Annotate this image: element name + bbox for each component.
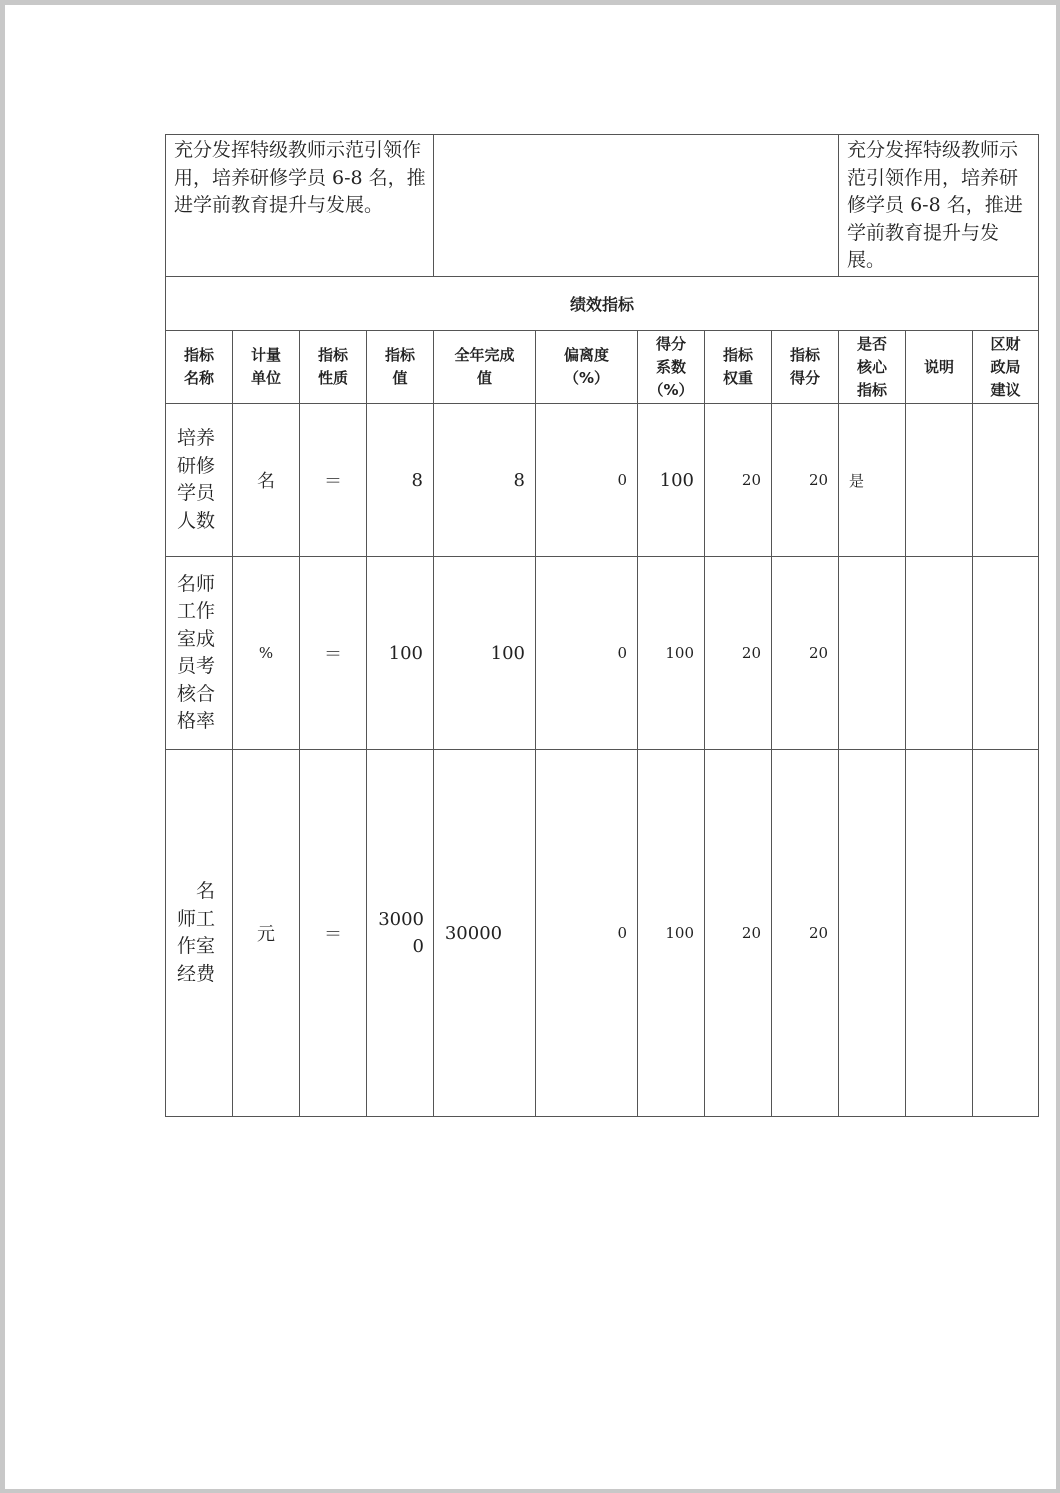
completed-cell: 30000 [434,750,536,1117]
advice-cell [973,557,1039,750]
target-cell: 3000 0 [367,750,434,1117]
goal-right-cell: 充分发挥特级教师示范引领作用，培养研修学员 6-8 名，推进学前教育提升与发展。 [839,135,1039,277]
score-cell: 20 [772,557,839,750]
goal-middle-cell [434,135,839,277]
core-cell [839,750,906,1117]
header-note: 说明 [906,331,973,404]
header-finance-advice: 区财 政局 建议 [973,331,1039,404]
performance-table [165,134,1039,1117]
header-is-core: 是否 核心 指标 [839,331,906,404]
coefficient-cell: 100 [638,404,705,557]
target-cell: 100 [367,557,434,750]
deviation-cell: 0 [536,557,638,750]
advice-cell [973,750,1039,1117]
note-cell [906,557,973,750]
note-cell [906,404,973,557]
header-score: 指标 得分 [772,331,839,404]
header-indicator-name: 指标 名称 [166,331,233,404]
indicator-name: 培养研修学员人数 [177,427,216,532]
nature-cell: ＝ [300,557,367,750]
coefficient-cell: 100 [638,557,705,750]
header-unit: 计量 单位 [233,331,300,404]
table-row [166,557,1039,750]
goal-left-cell: 充分发挥特级教师示范引领作用，培养研修学员 6-8 名，推进学前教育提升与发展。 [166,135,434,277]
deviation-cell: 0 [536,404,638,557]
coefficient-cell: 100 [638,750,705,1117]
document-page [5,5,1056,1489]
nature-cell: ＝ [300,750,367,1117]
table-row [166,750,1039,1117]
goal-row [166,135,1039,277]
core-cell [839,557,906,750]
unit-cell: 名 [233,404,300,557]
unit-cell: 元 [233,750,300,1117]
header-deviation: 偏离度 （%） [536,331,638,404]
indicator-name-cell [166,404,233,557]
weight-cell: 20 [705,557,772,750]
header-score-coefficient: 得分 系数 （%） [638,331,705,404]
indicator-name-cell [166,750,233,1117]
weight-cell: 20 [705,750,772,1117]
nature-cell: ＝ [300,404,367,557]
score-cell: 20 [772,750,839,1117]
advice-cell [973,404,1039,557]
indicator-name: 名师工作室经费 [177,880,216,985]
target-cell: 8 [367,404,434,557]
score-cell: 20 [772,404,839,557]
completed-cell: 100 [434,557,536,750]
note-cell [906,750,973,1117]
header-weight: 指标 权重 [705,331,772,404]
section-title-row [166,277,1039,331]
completed-cell: 8 [434,404,536,557]
core-cell: 是 [839,404,906,557]
indicator-name-cell [166,557,233,750]
header-nature: 指标 性质 [300,331,367,404]
indicator-name: 名师工作室成员考核合格率 [177,572,216,732]
header-target-value: 指标 值 [367,331,434,404]
header-row [166,331,1039,404]
header-annual-completion: 全年完成 值 [434,331,536,404]
weight-cell: 20 [705,404,772,557]
unit-cell: % [233,557,300,750]
section-title: 绩效指标 [166,277,1039,331]
table-row [166,404,1039,557]
deviation-cell: 0 [536,750,638,1117]
